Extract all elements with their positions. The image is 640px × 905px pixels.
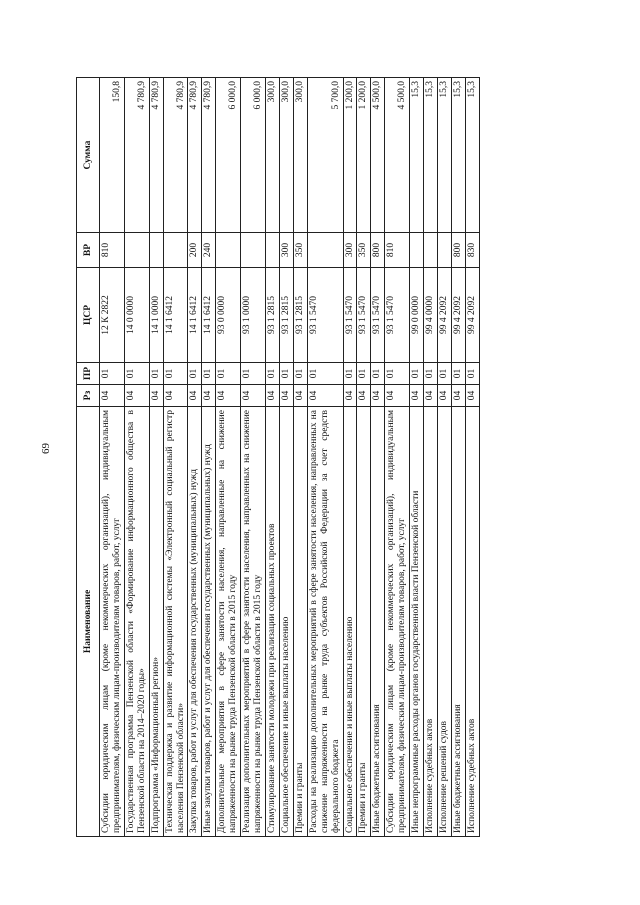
header-sum: Сумма (77, 78, 100, 233)
cell-csr: 14 1 6412 (202, 268, 216, 363)
cell-vr: 800 (371, 233, 385, 268)
table-row (385, 78, 410, 837)
cell-pr: 01 (241, 363, 266, 385)
cell-rz: 04 (357, 385, 371, 407)
table-row (424, 78, 438, 837)
cell-rz: 04 (343, 385, 357, 407)
table-row (100, 78, 125, 837)
cell-csr: 93 1 5470 (343, 268, 357, 363)
cell-rz: 04 (265, 385, 279, 407)
budget-table (76, 77, 480, 837)
cell-csr: 99 0 0000 (410, 268, 424, 363)
cell-sum: 4 780,9 (188, 78, 202, 233)
cell-name: Исполнение решений судов (437, 407, 451, 837)
cell-sum: 4 780,9 (149, 78, 163, 233)
header-pr: ПР (77, 363, 100, 385)
cell-name: Расходы на реализацию дополнительных мероприятий в сфере занятости населения, направленных на снижение напряженности на рынке труда субъектов Российской Федерации за счет средств федерального бюджета (307, 407, 343, 837)
cell-name: Иные непрограммные расходы органов государственной власти Пензенской области (410, 407, 424, 837)
cell-vr: 800 (451, 233, 465, 268)
cell-pr: 01 (293, 363, 307, 385)
cell-sum: 1 200,0 (343, 78, 357, 233)
cell-name: Социальное обеспечение и иные выплаты населению (343, 407, 357, 837)
cell-pr: 01 (410, 363, 424, 385)
table-row (465, 78, 479, 837)
cell-name: Техническая поддержка и развитие информационной системы «Электронный социальный регистр населения Пензенской области» (163, 407, 188, 837)
cell-csr: 93 1 2815 (293, 268, 307, 363)
header-name: Наименование (77, 407, 100, 837)
cell-csr: 99 4 0000 (424, 268, 438, 363)
table-row (307, 78, 343, 837)
cell-sum: 150,8 (100, 78, 125, 233)
cell-sum: 1 200,0 (357, 78, 371, 233)
table-row (279, 78, 293, 837)
table-row (293, 78, 307, 837)
cell-rz: 04 (149, 385, 163, 407)
cell-rz: 04 (437, 385, 451, 407)
table-row (241, 78, 266, 837)
table-header-row (77, 78, 100, 837)
cell-csr: 93 1 5470 (357, 268, 371, 363)
cell-name: Подпрограмма «Информационный регион» (149, 407, 163, 837)
cell-name: Субсидии юридическим лицам (кроме некоммерческих организаций), индивидуальным предпринимателям, физическим лицам-производителям товаров, работ, услуг (100, 407, 125, 837)
table-row (124, 78, 149, 837)
cell-name: Реализация дополнительных мероприятий в сфере занятости населения, направленных на снижение напряженности на рынке труда Пензенской области в 2015 году (241, 407, 266, 837)
cell-name: Исполнение судебных актов (424, 407, 438, 837)
cell-vr: 300 (279, 233, 293, 268)
cell-name: Иные закупки товаров, работ и услуг для обеспечения государственных (муниципальных) нужд (202, 407, 216, 837)
cell-name: Субсидии юридическим лицам (кроме некоммерческих организаций), индивидуальным предпринимателям, физическим лицам-производителям товаров, работ, услуг (385, 407, 410, 837)
cell-pr: 01 (149, 363, 163, 385)
header-vr: ВР (77, 233, 100, 268)
cell-vr (307, 233, 343, 268)
cell-sum: 15,3 (437, 78, 451, 233)
table-row (451, 78, 465, 837)
table-row (371, 78, 385, 837)
header-rz: Рз (77, 385, 100, 407)
cell-sum: 5 700,0 (307, 78, 343, 233)
cell-rz: 04 (124, 385, 149, 407)
table-row (357, 78, 371, 837)
cell-name: Премии и гранты (293, 407, 307, 837)
table-row (265, 78, 279, 837)
cell-name: Исполнение судебных актов (465, 407, 479, 837)
cell-sum: 300,0 (293, 78, 307, 233)
cell-sum: 6 000,0 (216, 78, 241, 233)
page-number: 69 (40, 443, 52, 454)
cell-pr: 01 (307, 363, 343, 385)
cell-vr: 200 (188, 233, 202, 268)
cell-vr (163, 233, 188, 268)
cell-csr: 93 1 0000 (241, 268, 266, 363)
cell-rz: 04 (100, 385, 125, 407)
cell-vr (410, 233, 424, 268)
cell-sum: 15,3 (465, 78, 479, 233)
cell-pr: 01 (188, 363, 202, 385)
cell-csr: 93 1 5470 (385, 268, 410, 363)
cell-csr: 14 1 0000 (149, 268, 163, 363)
cell-vr (437, 233, 451, 268)
cell-vr (241, 233, 266, 268)
cell-csr: 12 К 2822 (100, 268, 125, 363)
cell-name: Дополнительные мероприятия в сфере занятости населения, направленные на снижение напряженности на рынке труда Пензенской области в 2015 году (216, 407, 241, 837)
cell-rz: 04 (385, 385, 410, 407)
cell-sum: 4 780,9 (124, 78, 149, 233)
cell-vr: 350 (293, 233, 307, 268)
cell-vr (265, 233, 279, 268)
rotated-table-container (76, 78, 560, 837)
cell-csr: 93 0 0000 (216, 268, 241, 363)
table-row (163, 78, 188, 837)
cell-vr (124, 233, 149, 268)
cell-pr: 01 (371, 363, 385, 385)
cell-sum: 300,0 (279, 78, 293, 233)
cell-sum: 15,3 (451, 78, 465, 233)
cell-pr: 01 (279, 363, 293, 385)
cell-pr: 01 (437, 363, 451, 385)
cell-sum: 4 500,0 (385, 78, 410, 233)
cell-pr: 01 (124, 363, 149, 385)
cell-pr: 01 (100, 363, 125, 385)
cell-sum: 6 000,0 (241, 78, 266, 233)
cell-name: Премии и гранты (357, 407, 371, 837)
cell-vr: 350 (357, 233, 371, 268)
cell-name: Стимулирование занятости молодежи при реализации социальных проектов (265, 407, 279, 837)
cell-name: Закупка товаров, работ и услуг для обеспечения государственных (муниципальных) нужд (188, 407, 202, 837)
cell-csr: 93 1 5470 (371, 268, 385, 363)
cell-sum: 4 780,9 (202, 78, 216, 233)
cell-vr (424, 233, 438, 268)
cell-vr: 830 (465, 233, 479, 268)
cell-csr: 99 4 2092 (451, 268, 465, 363)
cell-pr: 01 (357, 363, 371, 385)
cell-rz: 04 (279, 385, 293, 407)
cell-vr: 810 (385, 233, 410, 268)
cell-rz: 04 (293, 385, 307, 407)
cell-pr: 01 (216, 363, 241, 385)
cell-pr: 01 (163, 363, 188, 385)
table-row (437, 78, 451, 837)
table-row (216, 78, 241, 837)
table-row (149, 78, 163, 837)
cell-rz: 04 (216, 385, 241, 407)
cell-pr: 01 (265, 363, 279, 385)
cell-name: Иные бюджетные ассигнования (371, 407, 385, 837)
table-row (410, 78, 424, 837)
cell-name: Государственная программа Пензенской области «Формирование информационного общества в Пензенской области на 2014–2020 годы» (124, 407, 149, 837)
cell-rz: 04 (188, 385, 202, 407)
cell-rz: 04 (371, 385, 385, 407)
table-row (343, 78, 357, 837)
cell-pr: 01 (465, 363, 479, 385)
cell-pr: 01 (343, 363, 357, 385)
cell-csr: 14 1 6412 (163, 268, 188, 363)
table-row (188, 78, 202, 837)
cell-sum: 300,0 (265, 78, 279, 233)
cell-vr: 240 (202, 233, 216, 268)
cell-csr: 99 4 2092 (465, 268, 479, 363)
cell-pr: 01 (385, 363, 410, 385)
cell-rz: 04 (163, 385, 188, 407)
header-csr: ЦСР (77, 268, 100, 363)
cell-rz: 04 (307, 385, 343, 407)
cell-vr: 300 (343, 233, 357, 268)
cell-rz: 04 (451, 385, 465, 407)
cell-csr: 14 1 6412 (188, 268, 202, 363)
cell-sum: 15,3 (424, 78, 438, 233)
cell-rz: 04 (465, 385, 479, 407)
cell-pr: 01 (202, 363, 216, 385)
cell-sum: 4 780,9 (163, 78, 188, 233)
cell-csr: 14 0 0000 (124, 268, 149, 363)
cell-csr: 93 1 5470 (307, 268, 343, 363)
cell-pr: 01 (424, 363, 438, 385)
cell-vr (149, 233, 163, 268)
cell-pr: 01 (451, 363, 465, 385)
cell-vr (216, 233, 241, 268)
cell-csr: 93 1 2815 (279, 268, 293, 363)
cell-name: Иные бюджетные ассигнования (451, 407, 465, 837)
cell-csr: 99 4 2092 (437, 268, 451, 363)
cell-rz: 04 (424, 385, 438, 407)
cell-name: Социальное обеспечение и иные выплаты населению (279, 407, 293, 837)
cell-sum: 15,3 (410, 78, 424, 233)
cell-rz: 04 (241, 385, 266, 407)
cell-sum: 4 500,0 (371, 78, 385, 233)
cell-vr: 810 (100, 233, 125, 268)
table-row (202, 78, 216, 837)
cell-rz: 04 (410, 385, 424, 407)
cell-csr: 93 1 2815 (265, 268, 279, 363)
cell-rz: 04 (202, 385, 216, 407)
